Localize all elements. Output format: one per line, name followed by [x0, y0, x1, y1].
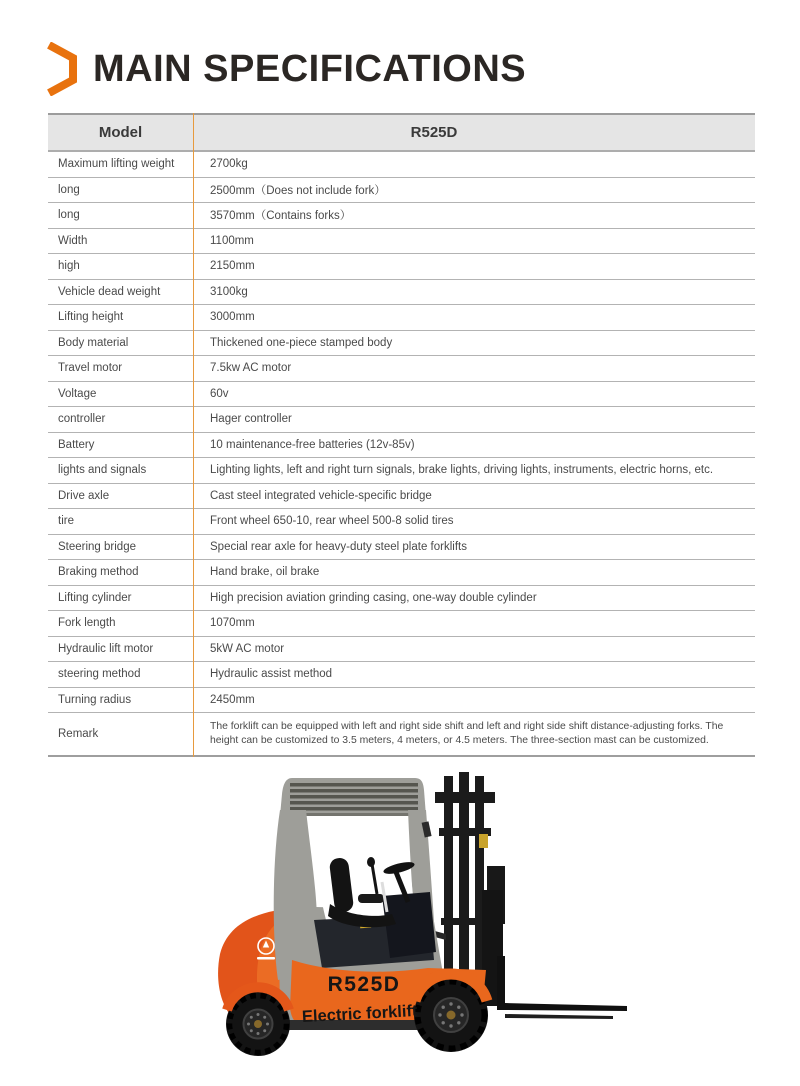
spec-row-label: Battery — [58, 438, 95, 451]
spec-row-value: 60v — [210, 387, 229, 400]
spec-row-value: 3100kg — [210, 285, 248, 298]
spec-row-value: Hager controller — [210, 413, 292, 426]
forklift-image — [180, 770, 630, 1070]
spec-row — [48, 433, 755, 459]
spec-row-value: 3000mm — [210, 311, 255, 324]
spec-row-label: Lifting height — [58, 311, 124, 324]
model-value-cell: R525D — [410, 124, 458, 141]
spec-row-label: Body material — [58, 336, 129, 349]
spec-row-value: 2150mm — [210, 260, 255, 273]
spec-row-value: 3570mm（Contains forks） — [210, 210, 352, 223]
spec-row-label: high — [58, 260, 80, 273]
spec-row-label: steering method — [58, 668, 141, 681]
spec-row-value: Special rear axle for heavy-duty steel plate forklifts — [210, 540, 467, 553]
spec-table — [48, 113, 755, 757]
spec-row-label: lights and signals — [58, 464, 147, 477]
mast-sticker — [479, 834, 488, 848]
spec-table-header — [48, 113, 755, 152]
spec-row-value: Hand brake, oil brake — [210, 566, 320, 579]
spec-row — [48, 356, 755, 382]
spec-row-value: 1070mm — [210, 617, 255, 630]
column-divider — [193, 113, 194, 757]
spec-row-value: Front wheel 650-10, rear wheel 500-8 solid tires — [210, 515, 454, 528]
model-header-cell: Model — [98, 124, 143, 141]
spec-row-label: Hydraulic lift motor — [58, 642, 154, 655]
spec-row-value: 2700kg — [210, 158, 248, 171]
spec-row-label: tire — [58, 515, 74, 528]
spec-row-value: Thickened one-piece stamped body — [210, 336, 393, 349]
spec-row — [48, 178, 755, 204]
forklift-type-text: Electric forklift — [301, 1001, 418, 1027]
spec-row — [48, 688, 755, 714]
spec-row — [48, 662, 755, 688]
spec-row — [48, 535, 755, 561]
spec-row-label: Braking method — [58, 566, 139, 579]
spec-row — [48, 203, 755, 229]
chevron-icon — [46, 42, 78, 96]
spec-row — [48, 229, 755, 255]
page-header — [46, 42, 526, 96]
spec-row-value: Hydraulic assist method — [210, 668, 333, 681]
spec-row-label: Maximum lifting weight — [58, 158, 175, 171]
spec-row-label: Voltage — [58, 387, 97, 400]
spec-row-label: controller — [58, 413, 106, 426]
spec-row — [48, 458, 755, 484]
spec-row-value: 1100mm — [210, 234, 254, 247]
spec-row-label: Lifting cylinder — [58, 591, 132, 604]
spec-row-label: Drive axle — [58, 489, 110, 502]
spec-row-value: 2450mm — [210, 693, 255, 706]
spec-row — [48, 637, 755, 663]
spec-row-value: 10 maintenance-free batteries (12v-85v) — [210, 438, 415, 451]
spec-row — [48, 152, 755, 178]
spec-row-label: long — [58, 209, 80, 222]
spec-row — [48, 560, 755, 586]
spec-row-label: Vehicle dead weight — [58, 285, 161, 298]
spec-row-value: Lighting lights, left and right turn signals, brake lights, driving lights, instruments, electric horns, etc. — [210, 464, 714, 477]
spec-row-label: long — [58, 183, 80, 196]
spec-row — [48, 484, 755, 510]
spec-row-label: Steering bridge — [58, 540, 136, 553]
spec-table-rows — [48, 152, 755, 757]
spec-row-value: 7.5kw AC motor — [210, 362, 292, 375]
spec-row-value: 2500mm（Does not include fork） — [210, 184, 386, 197]
spec-row — [48, 331, 755, 357]
spec-row — [48, 586, 755, 612]
spec-row-value: The forklift can be equipped with left and right side shift and left and right side shift distance-adjusting forks. The height can be customized to 3.5 meters, 4 meters, or 4.5 meters. The three-section mast can be customized. — [210, 721, 724, 746]
spec-row-value: High precision aviation grinding casing, one-way double cylinder — [210, 591, 537, 604]
forklift-illustration — [180, 770, 630, 1070]
spec-row-label: Turning radius — [58, 693, 132, 706]
spec-row — [48, 280, 755, 306]
spec-row-value: 5kW AC motor — [210, 642, 285, 655]
spec-row-value: Cast steel integrated vehicle-specific bridge — [210, 489, 432, 502]
spec-row — [48, 713, 755, 755]
spec-row — [48, 611, 755, 637]
spec-row — [48, 509, 755, 535]
spec-row — [48, 305, 755, 331]
spec-row-label: Fork length — [58, 617, 116, 630]
spec-row-label: Width — [58, 234, 88, 247]
spec-row — [48, 254, 755, 280]
forklift-forks-icon — [482, 866, 627, 1019]
page-title: MAIN SPECIFICATIONS — [93, 48, 527, 90]
spec-row-label: Remark — [58, 728, 99, 740]
spec-row-label: Travel motor — [58, 362, 123, 375]
spec-row — [48, 407, 755, 433]
forklift-model-text: R525D — [327, 973, 401, 996]
spec-row — [48, 382, 755, 408]
